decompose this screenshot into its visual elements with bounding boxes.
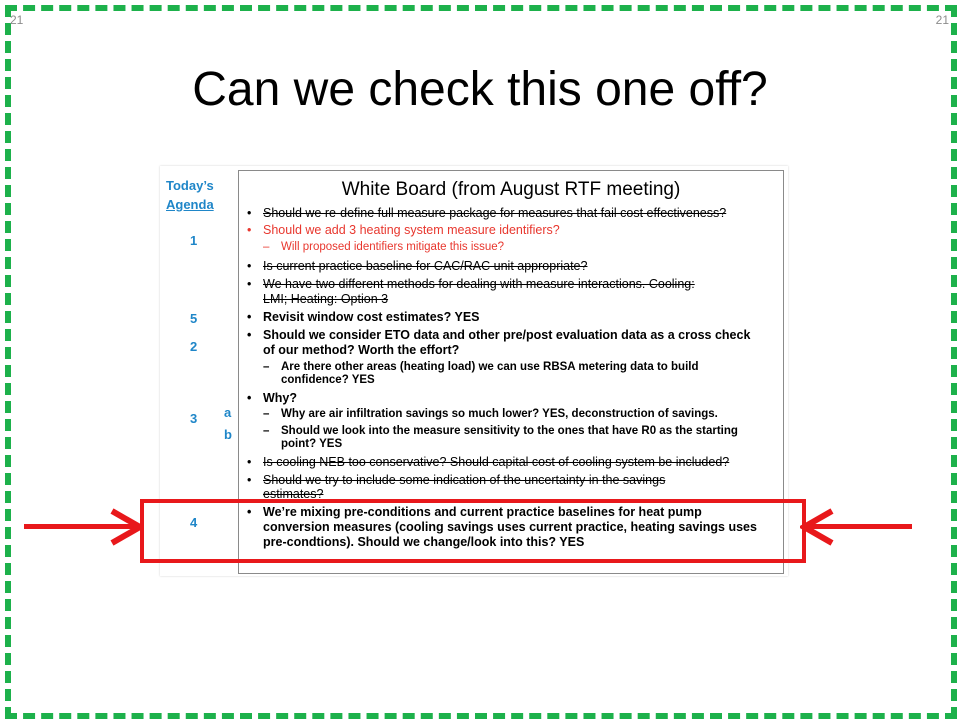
agenda-letter-a: a	[224, 405, 232, 420]
agenda-letter-b: b	[224, 427, 232, 442]
agenda-number-1: 1	[190, 233, 198, 248]
agenda-number-4: 4	[190, 515, 198, 530]
agenda-heading-line1: Today’s	[166, 178, 214, 193]
left-arrow-icon	[800, 508, 836, 546]
slide-number-left: 21	[10, 13, 24, 27]
agenda-heading-line2: Agenda	[166, 197, 214, 212]
highlight-box	[140, 499, 806, 563]
agenda-number-2: 2	[190, 339, 198, 354]
slide-title: Can we check this one off?	[192, 63, 768, 116]
agenda-number-5: 5	[190, 311, 198, 326]
agenda-heading	[166, 176, 226, 214]
whiteboard-panel: White Board (from August RTF meeting) • Should we re-define full measure package for measures that fail cost effectiveness? • Should we add 3 heating system measure identifiers? – Will proposed identifiers mitigate this issue? • Is current practice baseline for CAC/RAC unit appropriate? • We have two different methods for dealing with measure interactions. Cooling: LMI; Heating: Option 3 • Revisit window cost estimates? YES • Should we consider ETO data and other pre/post evaluation data as a cross check of our method? Worth the effort? – Are there other areas (heating load) we can use RBSA metering data to build confidence? YES • Why? – Why are air infiltration savings so much lower? YES, deconstruction of savings. – Should we look into the measure sensitivity to the ones that have R0 as the starting point? YES • Is cooling NEB too conservative? Should capital cost of cooling system be included? • Should we try to include some indication of the uncertainty in the savings estimates? • We’re mixing pre-conditions and current practice baselines for heat pump conversion measures (cooling savings uses current practice, heating savings uses pre-condtions). Should we change/look into this? YES	[238, 170, 784, 574]
whiteboard-title: White Board (from August RTF meeting)	[341, 179, 681, 200]
agenda-number-3: 3	[190, 411, 198, 426]
slide-number-right: 21	[935, 13, 949, 27]
right-arrow-icon	[108, 508, 144, 546]
